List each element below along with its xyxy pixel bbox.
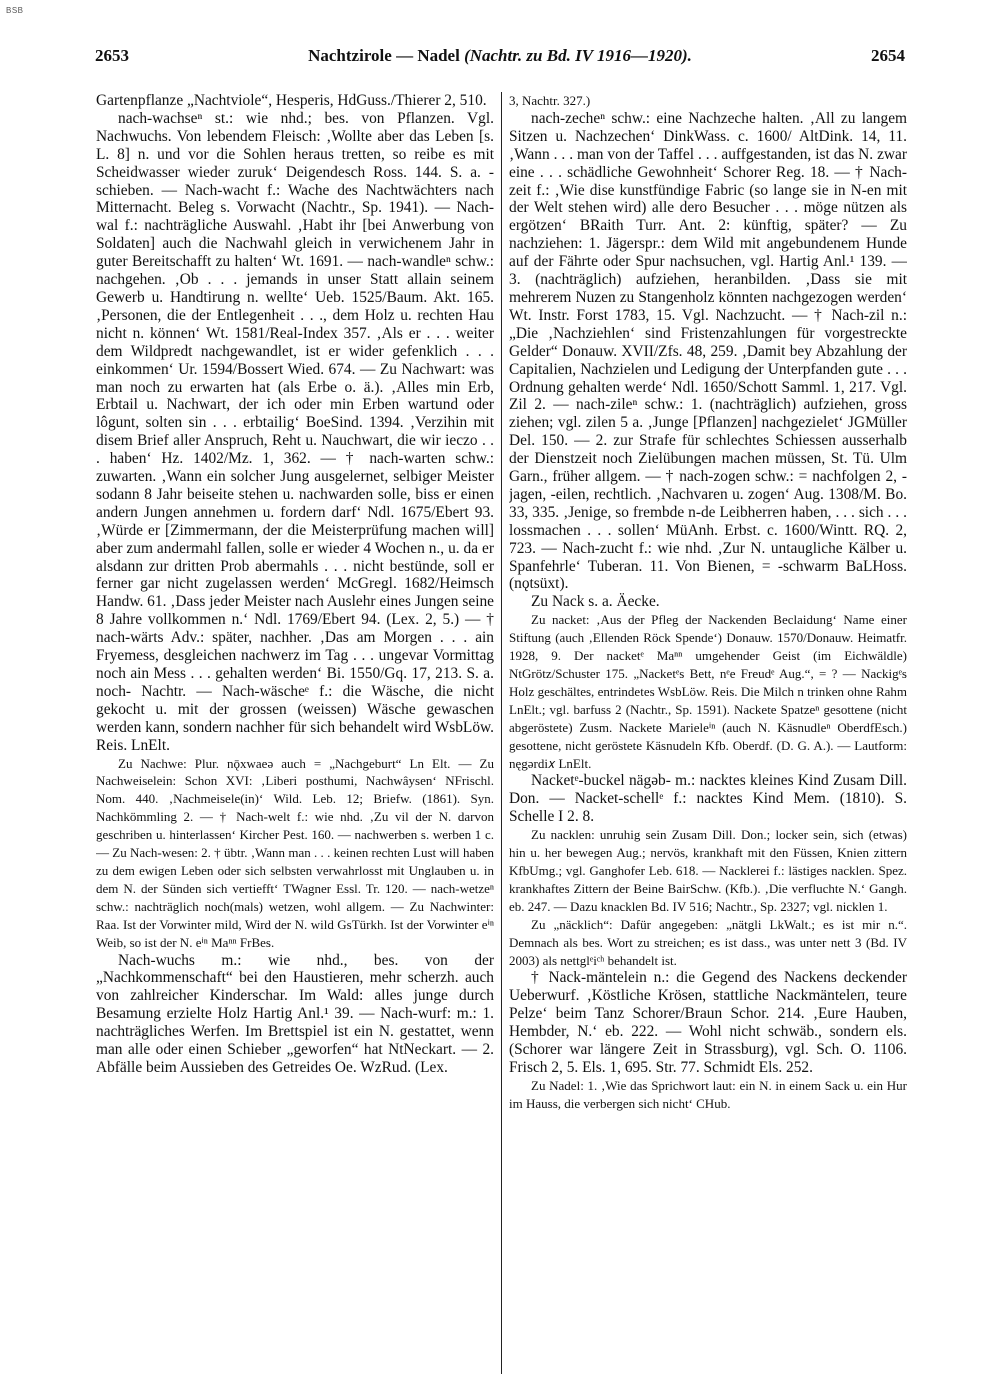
right-paragraph-2: nach-zecheⁿ schw.: eine Nachzeche halten. ‚All zu langem Sitzen u. Nachzechen‘ DinkWass. c. 1600/ AltDink. 14, 11. ‚Wann . . . man von der Taffel . . . auffgestanden, ist das N. zwar eine . . . schädliche Gewohnheit‘ Schorer Reg. 18. — † Nach-zeit f.: ‚Wie dise kunstfündige Fabric (so lange sie in N-en mit der Welt stehen wird) alle dero Besucher . . . möge nützen als ergötzen‘ BRaith Turr. Ant. 2: künftig, später? — Zu nachziehen: 1. Jägerspr.: dem Wild mit angebundenem Hunde auf der Fährte oder Spur nachsuchen, vgl. Hartig Anl.¹ 139. — 3. (nachträglich) aufziehen, heranbilden. ‚Dass sie mit mehrerem Nuzen zu Stangenholz könnten nachgezogen werden‘ Wt. Instr. Forst 1783, 15. Vgl. Nachzucht. — † Nach-zil n.: „Die ‚Nachziehlen‘ sind Fristenzahlungen für vorgestreckte Gelder“ Donauw. XVII/Zfs. 48, 259. ‚Damit bey Abzahlung der Capitalien, Nachzielen und Ledigung der Unterpfanden gute . . . Ordnung gehalten werde‘ Ndl. 1650/Schott Samml. 1, 217. Vgl. Zil 2. — nach-zileⁿ schw.: 1. (nachträglich) aufziehen, gross ziehen; vgl. zilen 5 a. ‚Junge [Pflanzen] nachgezielet‘ JGMüller Del. 150. — 2. zur Strafe für schlechtes Schiessen ausserhalb der Dienstzeit noch Zielübungen machen müssen, St. Tü. Ulm Garn., früher allgem. — † nach-zogen schw.: = nachfolgen 2, -jagen, -eilen, rechtlich. ‚Nachvaren u. zogen‘ Aug. 1308/M. Bo. 33, 335. ‚Jenige, so frembde n-de Leibherren haben, . . . sich . . . lossmachen . . . sollen‘ MüAnh. Erbst. c. 1600/Wintt. RQ. 2, 723. — Nach-zucht f.: wie nhd. ‚Zur N. untaugliche Kälber u. Spanfehrle‘ Tuberan. 11. Von Bienen, = -schwarm BaLHoss. (nǫtsüxt). xyxy=(509,109,907,593)
right-paragraph-8: † Nack-mäntelein n.: die Gegend des Nackens deckender Ueberwurf. ‚Köstliche Krösen, stattliche Nackmänteleп, teure Pelze‘ beim Tanz Schorer/Braun Schor. 214. ‚Eure Hauben, Hembder, N.‘ eb. 222. — Wohl nicht schwäb., sondern els. (Schorer war längere Zeit in Strassburg), vgl. Sch. O. 1106. Frisch 2, 5. Els. 1, 695. Str. 77. Schmidt Els. 252. xyxy=(509,969,907,1076)
right-paragraph-9: Zu Nadel: 1. ‚Wie das Sprichwort laut: ein N. in einem Sack u. ein Hur im Hauss, die verbergen sich nicht‘ CHub. xyxy=(509,1077,907,1111)
left-column xyxy=(96,92,494,1374)
left-paragraph-4: Nach-wuchs m.: wie nhd., bes. von der „Nachkommenschaft“ bei den Haustieren, mehr scherzh. auch von zahlreicher Kinderschar. Im Wald: alles junge durch Besamung erzielte Holz Hartig Anl.¹ 39. — Nach-wurf: m.: 1. nachträgliches Werfen. Im Brettspiel ist ein N. gestattet, wenn man alle oder einen Schieber „geworfen“ hat NtNeckart. — 2. Abfälle beim Aussieben des Getreides Oe. WzRud. (Lex. xyxy=(96,951,494,1076)
right-paragraph-1: 3, Nachtr. 327.) xyxy=(509,93,591,108)
right-paragraph-5: Nacketᵉ-buckel nägəb- m.: nacktes kleines Kind Zusam Dill. Don. — Nacket-schellᵉ f.: nacktes Kind Mem. (1810). S. Schelle I 2. 8. xyxy=(509,772,907,826)
library-stamp: BSB xyxy=(6,6,24,15)
right-paragraph-3: Zu Nack s. a. Äecke. xyxy=(531,593,660,611)
right-paragraph-4: Zu nacket: ‚Aus der Pfleg der Nackenden Beclaidung‘ Name einer Stiftung (auch ‚Ellenden Röck Spende‘) Donauw. 1570/Donauw. Heimatfr. 1928, 9. Der nacketᵉ Maⁿⁿ umgehender Geist (im Eichwäldle) NtGrötz/Schuster 175. „Nacketᵉs Bett, nᵉe Freudᵉ Aug.“, = ? — Nackigᵉs Holz geschältes, entrindetes WsbLöw. Reis. Die Milch n trinken ohne Rahm LnElt.; vgl. barfuss 2 (Nachtr., Sp. 1591). Nackete Spatzeⁿ gesottene (nicht abgeröstete) Zusm. Nackete Marieleⁱⁿ (auch N. Käsnudleⁿ OberdfEsch.) gesottene, nicht geröstete Käsnudeln Kfb. Oberdf. (D. G. A.). — Lautform: nęgərdi𝑥 LnElt. xyxy=(509,612,907,771)
left-paragraph-3: Zu Nachwe: Plur. nǭxwaeə auch = „Nachgeburt“ Ln Elt. — Zu Nachweiselein: Schon XVI: ‚Liberi posthumi, Nachwâysen‘ NFrischl. Nom. 440. ‚Nachmeisele(in)‘ Wild. Leb. 12; Briefw. (1861). Syn. Nachkömmling 2. — † Nach-welt f.: wie nhd. ‚Zu vil der N. darvon geschriben u. hinterlassen‘ Kircher Pest. 160. — nachwerben s. werben 1 c. — Zu Nach-wesen: 2. † übtr. ‚Wann man . . . keinen rechten Lust will haben zu dem ewigen Leben oder sich selbsten verwahrlosst mit Unglauben u. in dem N. der Sünden sich vertiefft‘ TWagner Essl. Tr. 120. — nach-wetzeⁿ schw.: nachträglich noch(mals) wetzen, wohl allgem. — Zu Nachwinter: Raa. Ist der Vorwinter mild, Wird der N. wild GsTürkh. Ist der Vorwinter eⁱⁿ Weib, so ist der N. eⁱⁿ Maⁿⁿ FrBes. xyxy=(96,755,494,950)
right-paragraph-6: Zu nacklen: unruhig sein Zusam Dill. Don.; locker sein, sich (etwas) hin u. her bewegen Aug.; nervös, krankhaft mit den Füssen, Knien zittern KfbUmg.; vgl. Ganghofer Leb. 618. — Nacklerei f.: lästiges nacklen. Spez. krankhaftes Zittern der Beine BairSchw. (Kfb.). ‚Die verfluchte N.‘ Gangh. eb. 247. — Dazu knacklen Bd. IV 516; Nachtr., Sp. 2327; vgl. nicklen 1. xyxy=(509,827,907,914)
column-divider xyxy=(501,92,502,1374)
right-column xyxy=(509,92,907,1374)
header-title xyxy=(95,46,905,66)
left-paragraph-2: nach-wachseⁿ st.: wie nhd.; bes. von Pflanzen. Vgl. Nachwuchs. Von lebendem Fleisch: ‚Wollte aber das Leben [s. L. 8] n. und vor die Sohlen heraus tretten, so reibe es mit Scheidwasser wieder zuruk‘ Deigendesch Ross. 144. S. a. -schieben. — Nach-wacht f.: Wache des Nachtwächters nach Mitternacht. Beleg s. Vorwacht (Nachtr., Sp. 1941). — Nach-wal f.: nachträgliche Auswahl. ‚Habt ihr [bei Anwerbung von Soldaten] auch die Nachwahl gleich in verwichenem Jahr in guter Bereitschafft zu halten‘ Wt. 1691. — nach-wandleⁿ schw.: nachgehen. ‚Ob . . . jemands in unser Statt allain seinem Gewerb u. Handtirung n. wellte‘ Ueb. 1525/Baum. Akt. 165. ‚Personen, die der Entlegenheit . . ., dem Holz u. rechten Hau nicht n. können‘ Wt. 1581/Real-Index 357. ‚Als er . . . weiter dem Wildpredt nachgewandlet, ist er wider gefenklich . . . einkommen‘ Ur. 1594/Bossert Wied. 674. — Zu Nachwart: was man noch zu erwarten hat (als Erbe o. ä.). ‚Alles min Erb, Erbtail u. Nachwart, der ich oder min Erben wartund oder lôgunt, solten sin . . . erbtailig‘ BoeSind. 1394. ‚Verzihin mit disem Brief aller Anspruch, Reht u. Nauchwart, die wir ieczo . . . haben‘ Hz. 1402/Mz. 1, 362. — † nach-warten schw.: zuwarten. ‚Wann ein solcher Jung ausgelernet, selbiger Meister sodann 8 Jahr beiseite stehen u. nachwarden solle, biss er einen andern Jungen annehmen u. fordern darf‘ Ndl. 1675/Ebert 93. ‚Würde er [Zimmermann, der die Meisterprüfung machen will] aber zum andermahl fallen, solle er wieder 4 Wochen n., u. da er alsdann zur dritten Prob abermahls . . . nicht bestünde, soll er ferner gar nicht zugelassen werden‘ McGregl. 1682/Heimsch Handw. 61. ‚Dass jeder Meister nach Auslehr eines Jungen seine 8 Jahre vollkommen n.‘ Ndl. 1769/Ebert 94. (Lex. 2, 5.) — † nach-wärts Adv.: später, nachher. ‚Das am Morgen . . . ain Fryemess, desgleichen nachwerz im Tag . . . ungevar Vormittag noch ain Mess . . . gehalten werden‘ Bi. 1550/Gq. 17, 213. S. a. noch- Nachtr. — Nach-wäscheᵉ f.: die Wäsche, die nicht gekocht u. mit der grossen (weissen) Wäsche gewaschen werden kann, sondern nachher für sich behandelt wird WsbLöw. Reis. LnElt. xyxy=(96,109,494,754)
right-paragraph-7: Zu „näcklich“: Dafür angegeben: „nätgli LkWalt.; es ist mir n.“. Demnach als bes. Wort zu streichen; es ist dass., was unter nett 3 (Bd. IV 2003) als nettglᵉiᶜʰ behandelt ist. xyxy=(509,916,907,968)
page-number-left: 2653 xyxy=(95,46,129,65)
left-paragraph-1: Gartenpflanze „Nachtviole“, Hesperis, HdGuss./Thierer 2, 510. xyxy=(96,92,487,109)
header-title-italic: (Nachtr. zu Bd. IV 1916—1920). xyxy=(464,46,692,65)
page-number-right: 2654 xyxy=(871,46,905,65)
running-header xyxy=(95,46,905,72)
header-title-text: Nachtzirole — Nadel xyxy=(308,46,460,65)
